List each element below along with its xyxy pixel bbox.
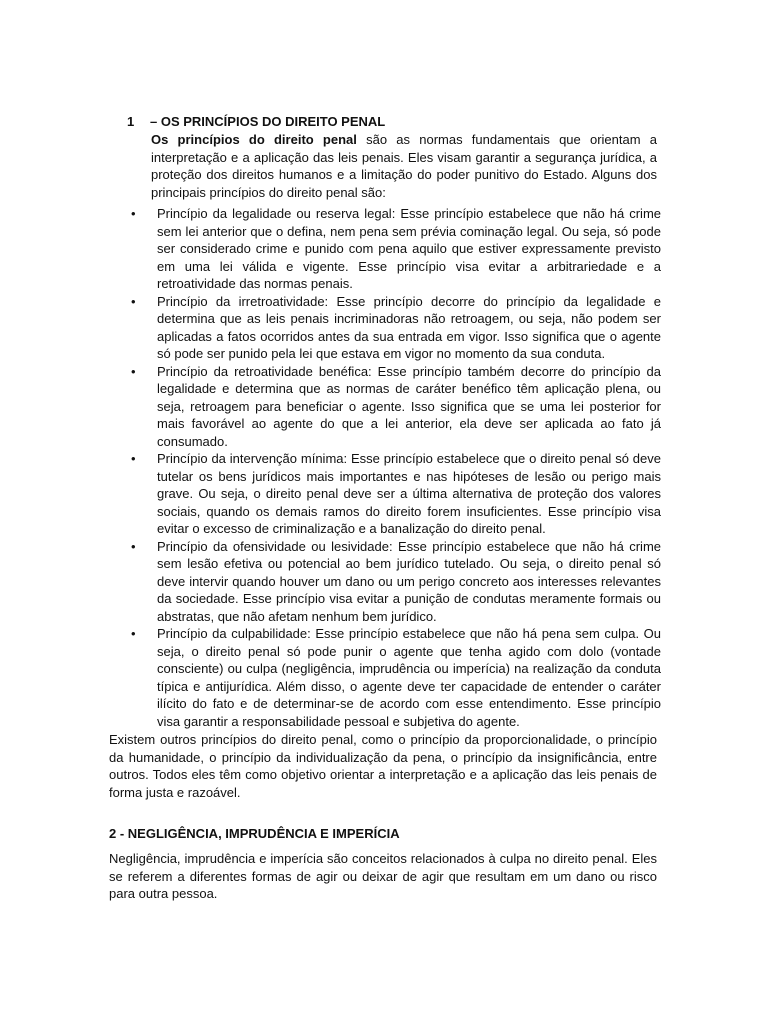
section-1-closing-paragraph: Existem outros princípios do direito penal, como o princípio da proporcionalidade, o princípio da humanidade, o princípio da individualização da pena, o princípio da insignificância, entre outros. Todos eles têm como objetivo orientar a interpretação e a aplicação das leis penais de forma justa e razoável. <box>109 732 657 800</box>
bullet-icon: • <box>131 451 136 466</box>
bullet-icon: • <box>131 206 136 221</box>
list-item <box>131 363 661 451</box>
list-item <box>131 205 661 293</box>
bullet-icon: • <box>131 626 136 641</box>
list-item <box>131 293 661 363</box>
bullet-icon: • <box>131 538 136 554</box>
principles-list <box>131 205 661 730</box>
list-item-text: Princípio da culpabilidade: Esse princípio estabelece que não há pena sem culpa. Ou seja, o direito penal só pode punir o agente que tenha agido com dolo (vontade consciente) ou culpa (negligência, imprudência ou imperícia) na realização da conduta típica e antijurídica. Além disso, o agente deve ter capacidade de entender o caráter ilícito do fato e de determinar-se de acordo com esse entendimento. Esse princípio visa garantir a responsabilidade pessoal e subjetiva do agente. <box>157 626 661 729</box>
list-item-text: Princípio da legalidade ou reserva legal: Esse princípio estabelece que não há crime sem lei anterior que o defina, nem pena sem prévia cominação legal. Ou seja, só pode ser considerado crime e punido com pena aquilo que estiver expressamente previsto em uma lei válida e vigente. Esse princípio visa evitar a arbitrariedade e a retroatividade das normas penais. <box>157 206 661 291</box>
list-item <box>131 450 661 538</box>
intro-text: são as normas fundamentais que orientam a interpretação e a aplicação das leis penais. Eles visam garantir a segurança jurídica, a proteção dos direitos humanos e a limitação do poder punitivo do Estado. Alguns dos principais princípios do direito penal são: <box>151 132 657 200</box>
list-item <box>131 538 661 626</box>
list-item-text: Princípio da intervenção mínima: Esse princípio estabelece que o direito penal só deve tutelar os bens jurídicos mais importantes e nas hipóteses de lesão ou perigo mais grave. Ou seja, o direito penal deve ser a última alternativa de proteção dos valores sociais, quando os demais ramos do direito forem insuficientes. Esse princípio visa evitar o excesso de criminalização e a banalização do direito penal. <box>157 451 661 536</box>
section-2-heading: 2 - NEGLIGÊNCIA, IMPRUDÊNCIA E IMPERÍCIA <box>109 826 400 841</box>
list-item-text: Princípio da ofensividade ou lesividade: Esse princípio estabelece que não há crime sem lesão efetiva ou potencial ao bem jurídico tutelado. Ou seja, o direito penal só deve intervir quando houver um dano ou um perigo concreto aos interesses relevantes da sociedade. Esse princípio visa evitar a punição de condutas meramente formais ou abstratas, que não afetam nenhum bem jurídico. <box>157 538 661 624</box>
section-1-heading <box>127 113 667 130</box>
list-item <box>131 625 661 730</box>
section-2-paragraph: Negligência, imprudência e imperícia são conceitos relacionados à culpa no direito penal. Eles se referem a diferentes formas de agir ou deixar de agir que resultam em um dano ou risco para outra pessoa. <box>109 851 657 901</box>
section-1-intro <box>151 131 657 201</box>
list-item-text: Princípio da retroatividade benéfica: Esse princípio também decorre do princípio da legalidade e determina que as normas de caráter benéfico têm aplicação plena, ou seja, retroagem para beneficiar o agente. Isso significa que se uma lei posterior for mais favorável ao agente do que a lei anterior, ela deve ser aplicada ao fato já consumado. <box>157 363 661 449</box>
intro-bold-term: Os princípios do direito penal <box>151 132 357 147</box>
list-item-text: Princípio da irretroatividade: Esse princípio decorre do princípio da legalidade e determina que as leis penais incriminadoras não retroagem, ou seja, não podem ser aplicadas a fatos ocorridos antes da sua entrada em vigor. Isso significa que o agente só pode ser punido pela lei que estava em vigor no momento da sua conduta. <box>157 293 661 361</box>
section-1-title: – OS PRINCÍPIOS DO DIREITO PENAL <box>150 114 386 129</box>
bullet-icon: • <box>131 363 136 379</box>
section-1-number: 1 <box>127 114 135 129</box>
bullet-icon: • <box>131 293 136 309</box>
